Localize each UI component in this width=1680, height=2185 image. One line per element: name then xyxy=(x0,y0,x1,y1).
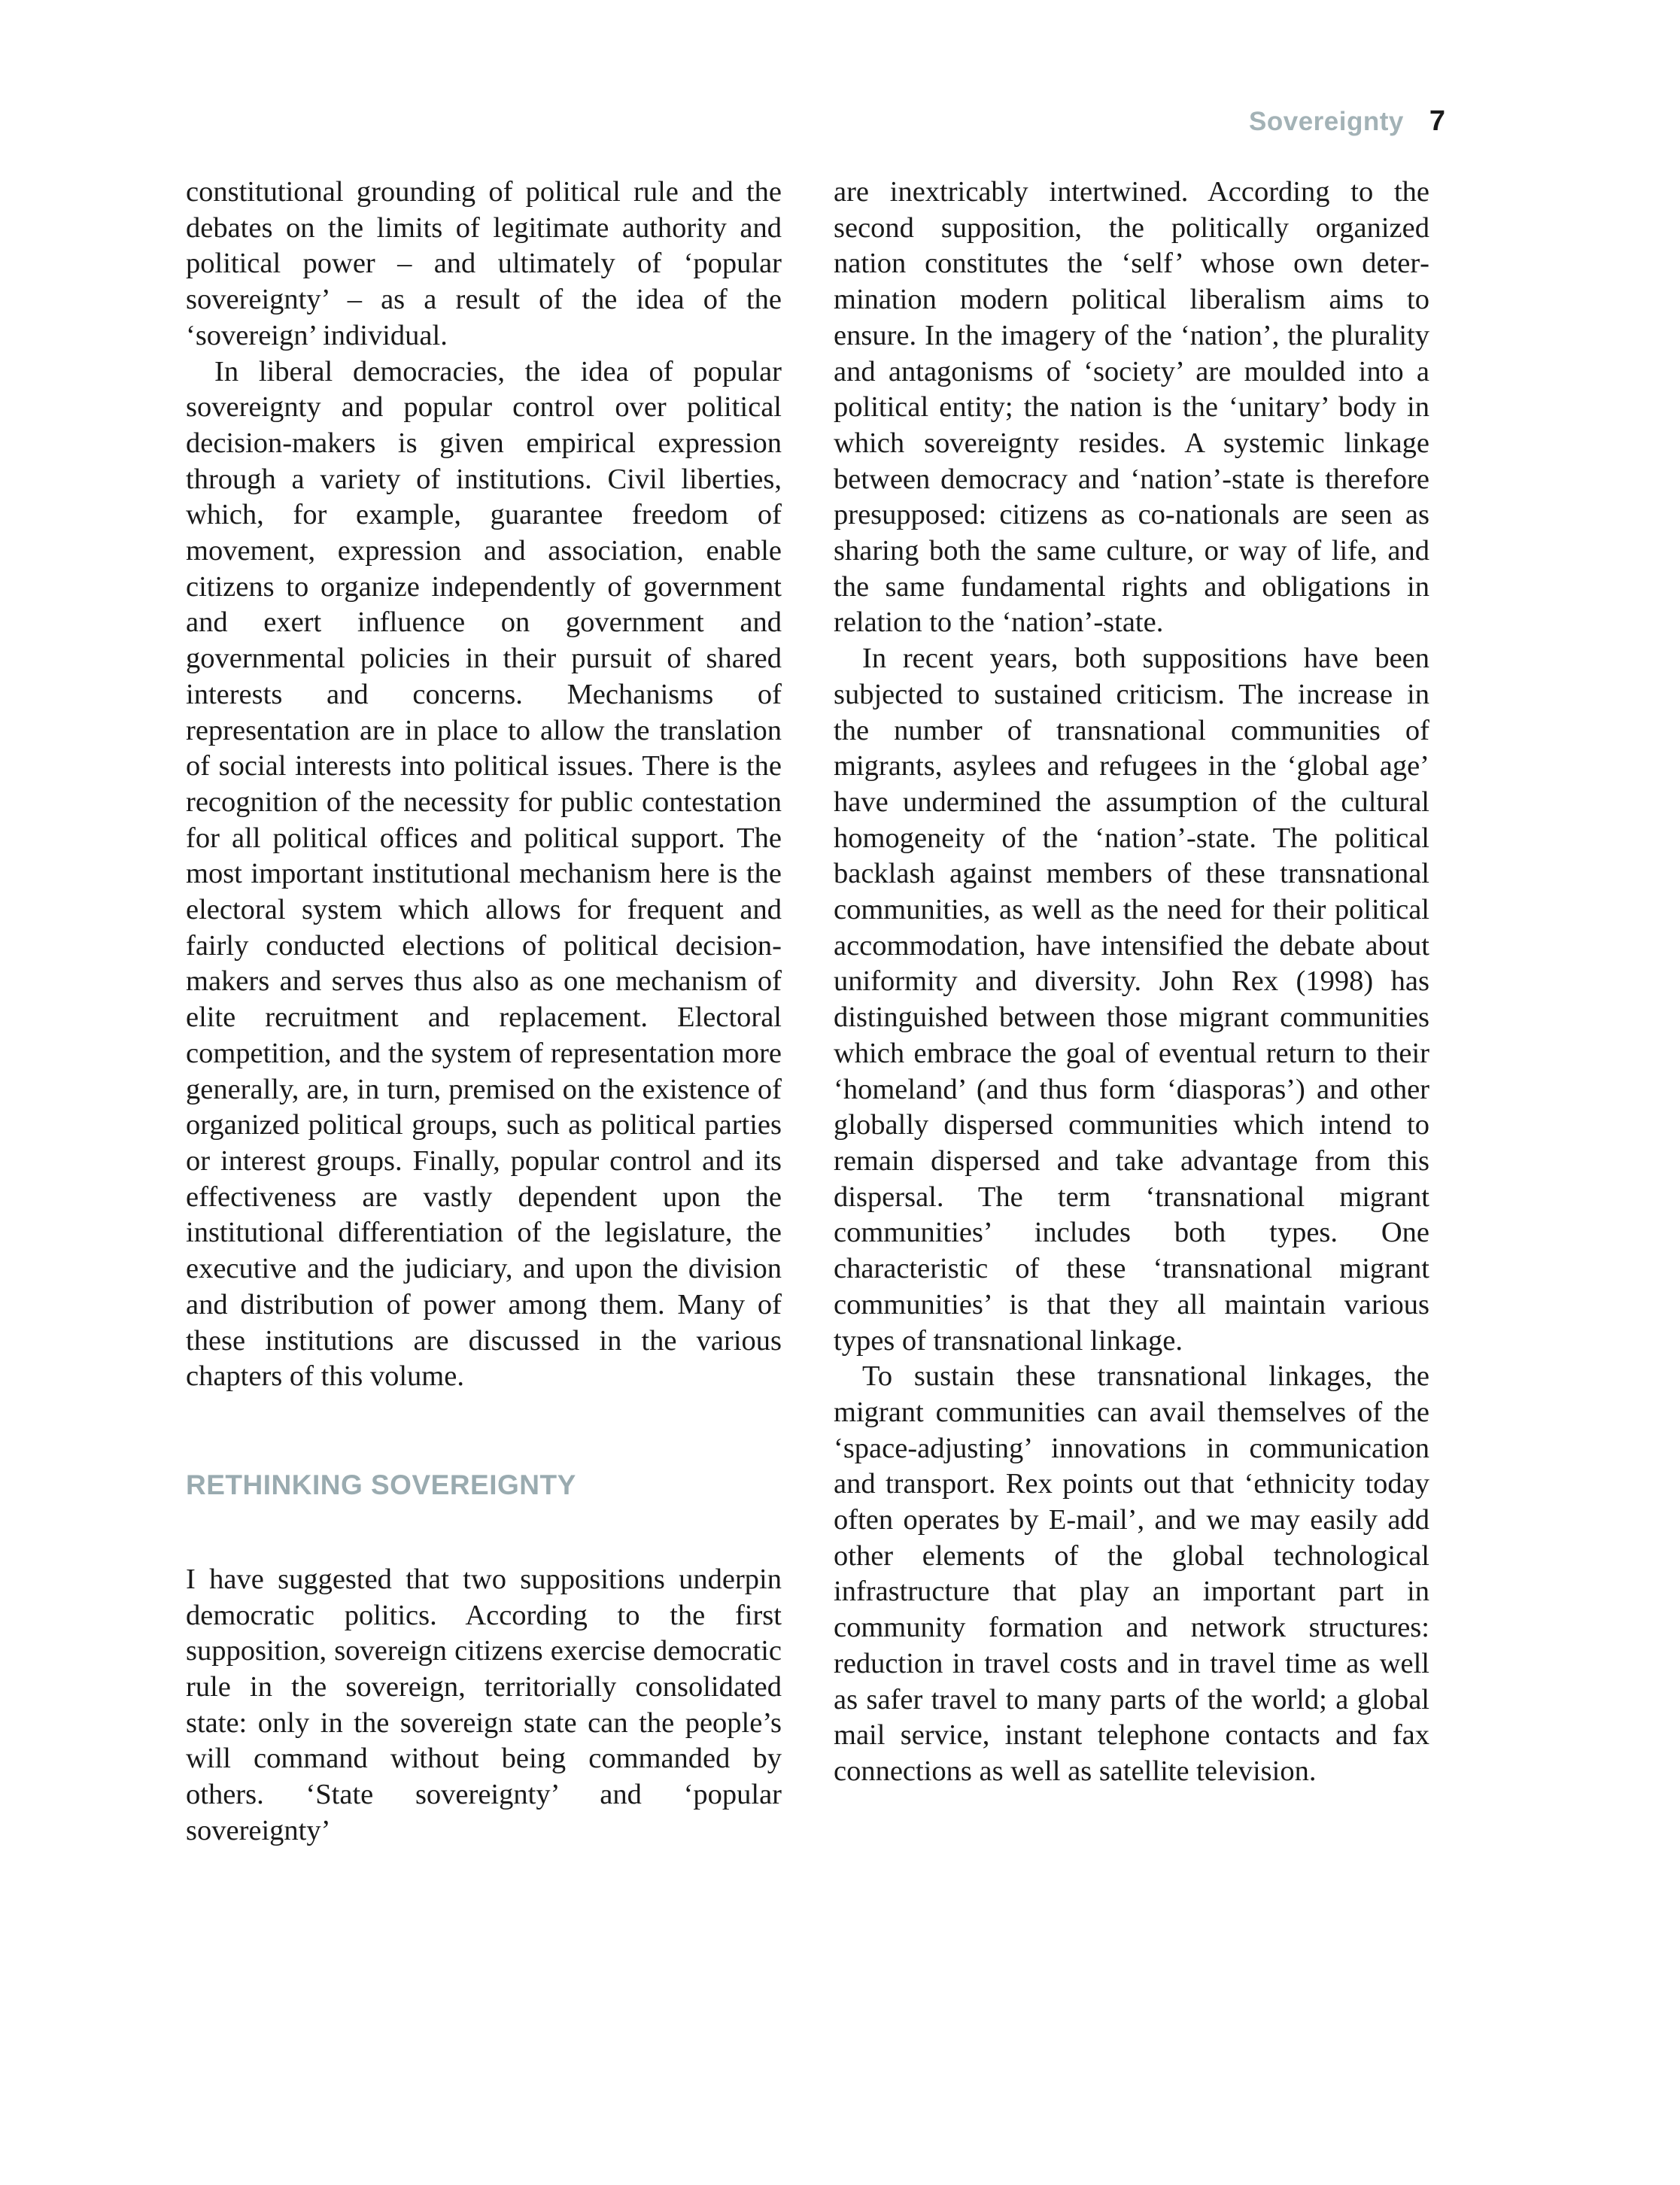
paragraph-continued: constitutional grounding of political rule and the debates on the limits of legitimate authority and political power – and ultimately of ‘popular sovereignty’ – as a result of the idea of the ‘sovereign’ individual. xyxy=(186,176,782,351)
paragraph-intertwined: are inextricably intertwined. According to the second supposition, the politically organized nation constitutes the ‘self’ whose own determination modern political liberalism aims to ensure. In the imagery of the ‘nation’, the plurality and antagonisms of ‘society’ are moulded into a political entity; the nation is the ‘unitary’ body in which sovereignty resides. A systemic linkage between democracy and ‘nation’-state is therefore presupposed: citizens as co-nationals are seen as sharing both the same culture, or way of life, and the same fundamental rights and obligations in relation to the ‘nation’-state. xyxy=(834,176,1429,639)
right-column xyxy=(834,175,1429,1790)
running-header xyxy=(1249,105,1445,138)
paragraph-liberal-democracies: In liberal democracies, the idea of popular sovereignty and popular control over political decision-makers is given empirical expression through a variety of institutions. Civil liberties, which, for example, guarantee freedom of movement, expression and association, enable citizens to organize independently of government and exert influence on government and governmental policies in their pursuit of shared interests and concerns. Mechanisms of representation are in place to allow the translation of social interests into political issues. There is the recognition of the necessity for public contestation for all political offices and political support. The most important institutional mechanism here is the electoral system which allows for frequent and fairly conducted elections of political decision-makers and serves thus also as one mechanism of elite recruitment and replacement. Electoral competition, and the system of representation more generally, are, in turn, premised on the existence of organized political groups, such as political parties or interest groups. Finally, popular control and its effectiveness are vastly dependent upon the institutional differentiation of the legislature, the executive and the judiciary, and upon the division and distribution of power among them. Many of these institutions are discussed in the various chapters of this volume. xyxy=(186,355,782,1393)
paragraph-two-suppositions: I have suggested that two suppositions underpin democratic politics. According to the first supposition, sovereign citizens exercise democratic rule in the sovereign, territorially consolidated state: only in the sovereign state can the people’s will command without being commanded by others. ‘State sovereignty’ and ‘popular sovereignty’ xyxy=(186,1563,782,1846)
paragraph-transnational-linkages: To sustain these transnational linkages, the migrant communities can avail themselves of the ‘space-adjusting’ innovations in communication and transport. Rex points out that ‘ethnicity today often operates by E-mail’, and we may easily add other elements of the global technological infrastructure that play an important part in community formation and network structures: reduction in travel costs and in travel time as well as safer travel to many parts of the world; a global mail service, instant telephone contacts and fax connections as well as satellite television. xyxy=(834,1360,1429,1787)
paragraph-recent-years: In recent years, both suppositions have been subjected to sustained criticism. The increase in the number of transnational communities of migrants, asylees and refugees in the ‘global age’ have undermined the assumption of the cultural homogeneity of the ‘nation’-state. The political backlash against members of these transnational communities, as well as the need for their political accommodation, have intensified the debate about uniformity and diversity. John Rex (1998) has distinguished between those migrant communities which embrace the goal of eventual return to their ‘homeland’ (and thus form ‘diasporas’) and other globally dispersed communities which intend to remain dispersed and take advantage from this dispersal. The term ‘transnational migrant communities’ includes both types. One characteristic of these ‘transnational migrant communities’ is that they all maintain various types of transnational linkage. xyxy=(834,643,1429,1357)
left-column xyxy=(186,175,782,1849)
page-number: 7 xyxy=(1429,105,1445,137)
running-title: Sovereignty xyxy=(1249,107,1404,136)
section-heading: RETHINKING SOVEREIGNTY xyxy=(186,1469,576,1500)
